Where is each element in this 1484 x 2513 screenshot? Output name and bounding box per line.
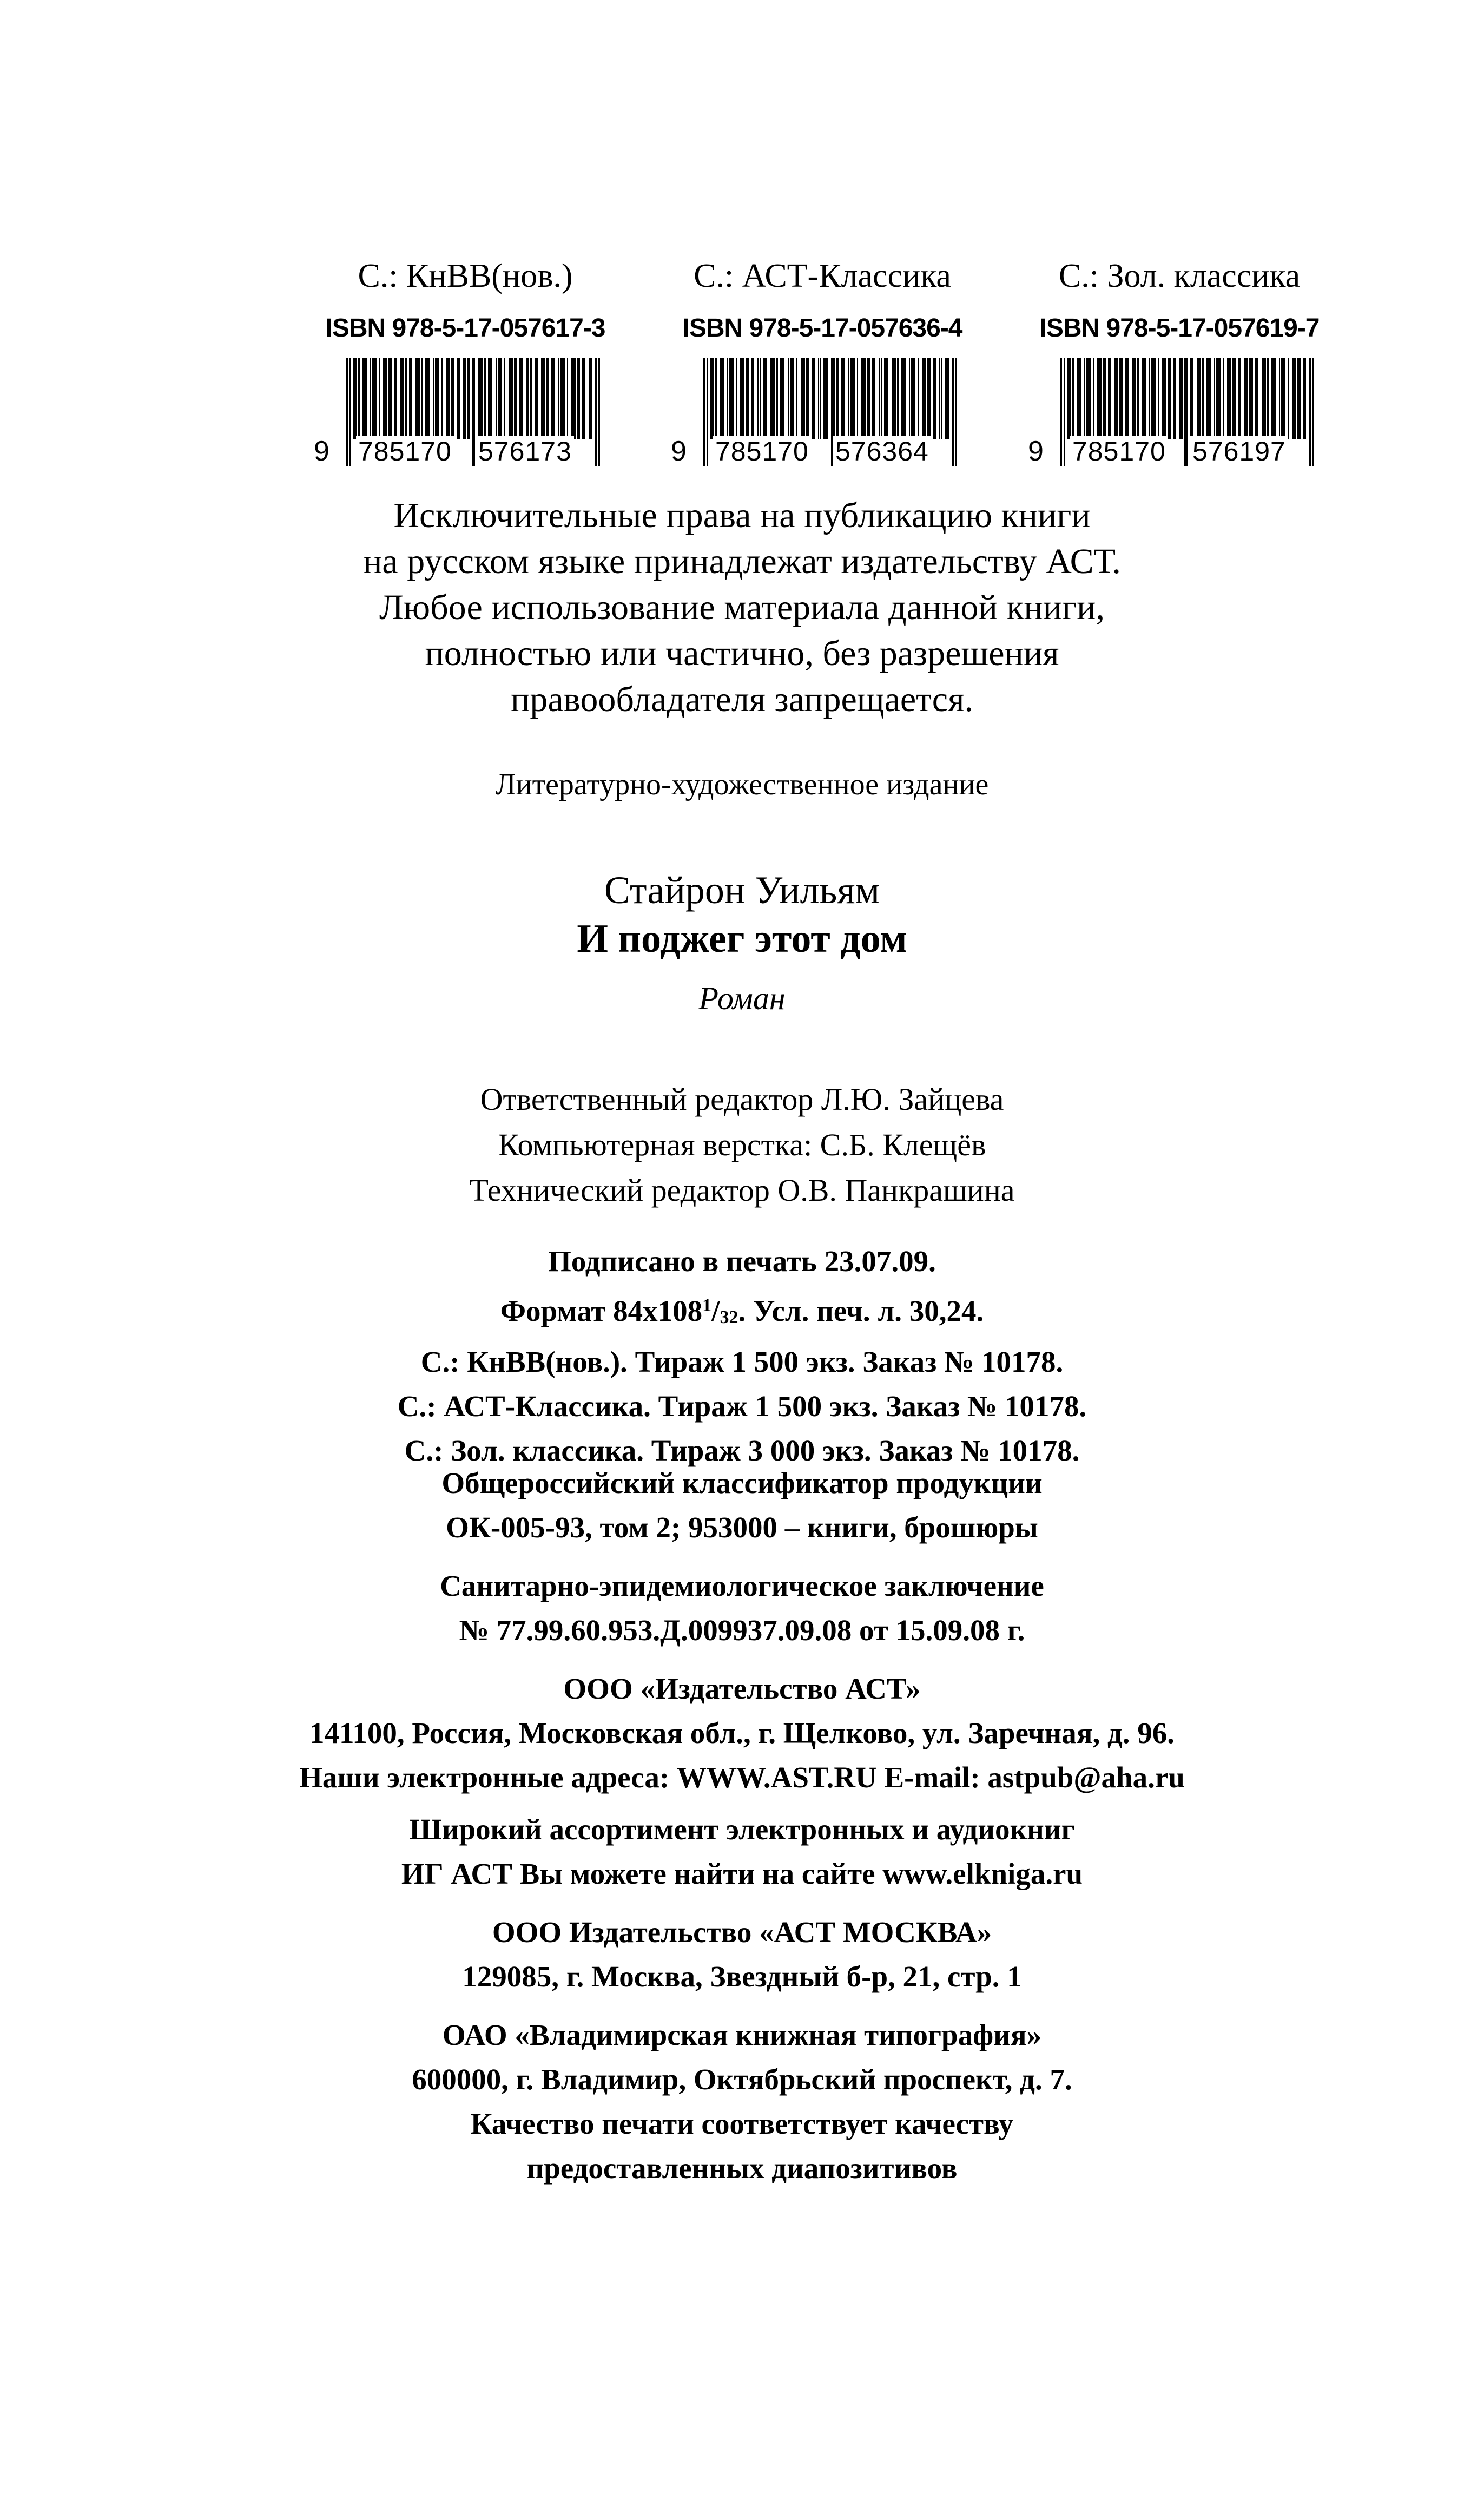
barcode-bar bbox=[941, 358, 942, 439]
barcode-bar bbox=[760, 358, 761, 439]
barcode-bar bbox=[433, 358, 434, 439]
barcode-bar bbox=[897, 358, 899, 439]
barcode-bar bbox=[558, 358, 559, 439]
classifier-line: ОК-005-93, том 2; 953000 – книги, брошюры bbox=[446, 1511, 1038, 1544]
barcode-bar bbox=[1114, 358, 1118, 439]
barcode-bar bbox=[441, 358, 443, 439]
barcode-bar bbox=[820, 358, 821, 439]
barcode-guard-bar bbox=[1309, 358, 1311, 466]
barcode-bar bbox=[400, 358, 404, 439]
barcode-bar bbox=[541, 358, 545, 439]
barcode-bar bbox=[383, 358, 387, 439]
barcode bbox=[1028, 358, 1331, 466]
barcode-bar bbox=[909, 358, 910, 439]
barcode-bar bbox=[918, 358, 919, 439]
barcode-bar bbox=[1151, 358, 1156, 439]
barcode-bar bbox=[818, 358, 819, 439]
barcode-bar bbox=[1267, 358, 1269, 439]
barcode-bar bbox=[1206, 358, 1211, 439]
barcode-bar bbox=[720, 358, 724, 439]
barcode-bar bbox=[1168, 358, 1171, 439]
barcode-guard-bar bbox=[1064, 358, 1065, 466]
staff-line: Компьютерная верстка: С.Б. Клещёв bbox=[498, 1127, 986, 1162]
publisher-line: ООО «Издательство АСТ» bbox=[563, 1672, 921, 1705]
barcode bbox=[671, 358, 974, 466]
barcode-bar bbox=[1223, 358, 1224, 439]
barcode-bar bbox=[1097, 358, 1102, 439]
barcode-bar bbox=[1184, 358, 1188, 466]
series-barcodes bbox=[292, 254, 1353, 466]
edition-type: Литературно-художественное издание bbox=[495, 768, 989, 801]
barcode-bar bbox=[415, 358, 420, 439]
sanitary-line: № 77.99.60.953.Д.009937.09.08 от 15.09.08 г. bbox=[459, 1614, 1025, 1647]
series-name: С.: АСТ-Классика bbox=[694, 258, 951, 294]
barcode-bar bbox=[1179, 358, 1183, 439]
format-suffix: . Усл. печ. л. 30,24. bbox=[738, 1294, 984, 1327]
barcode-bar bbox=[823, 358, 828, 439]
barcode-bar bbox=[1093, 358, 1094, 439]
barcode-bar bbox=[457, 358, 460, 439]
publisher-line: Наши электронные адреса: WWW.AST.RU E-mail: astpub@aha.ru bbox=[299, 1761, 1185, 1794]
barcode-bar bbox=[945, 358, 949, 439]
barcode-bar bbox=[519, 358, 523, 439]
rights-line: на русском языке принадлежат издательству АСТ. bbox=[363, 542, 1121, 581]
barcode-bar bbox=[1202, 358, 1204, 439]
barcode-bar bbox=[388, 358, 392, 439]
isbn-number: ISBN 978-5-17-057617-3 bbox=[325, 314, 605, 343]
format-numerator: 1 bbox=[702, 1295, 712, 1315]
barcode-bar bbox=[1244, 358, 1248, 439]
barcode-bar bbox=[577, 358, 580, 439]
staff-line: Ответственный редактор Л.Ю. Зайцева bbox=[480, 1082, 1004, 1117]
barcode-bar bbox=[884, 358, 888, 439]
barcode-bar bbox=[421, 358, 423, 439]
barcode-bar bbox=[857, 358, 858, 439]
barcode-bar bbox=[1303, 358, 1306, 439]
barcode-bar bbox=[560, 358, 565, 439]
barcode-bar bbox=[451, 358, 454, 439]
print-info bbox=[108, 1239, 1376, 1473]
barcode-bar bbox=[498, 358, 502, 439]
barcode-bar bbox=[1297, 358, 1301, 439]
barcode-bar bbox=[353, 358, 357, 439]
barcode-bar bbox=[370, 358, 371, 439]
barcode-bar bbox=[763, 358, 767, 439]
barcode-bar bbox=[526, 358, 529, 439]
barcode-bar bbox=[770, 358, 775, 439]
barcode-bar bbox=[836, 358, 839, 439]
series-block bbox=[649, 254, 995, 466]
barcode-bar bbox=[467, 358, 470, 439]
barcode-bar bbox=[776, 358, 778, 439]
typography-line: 600000, г. Владимир, Октябрьский проспект, д. 7. bbox=[412, 2063, 1072, 2096]
publisher-info bbox=[108, 1667, 1376, 1800]
barcode-bar bbox=[589, 358, 592, 439]
barcode-bar bbox=[881, 358, 882, 439]
barcode-bar bbox=[358, 358, 360, 439]
product-classifier bbox=[108, 1461, 1376, 1550]
barcode-bar bbox=[1214, 358, 1215, 439]
rights-line: Исключительные права на публикацию книги bbox=[393, 496, 1091, 535]
barcode-bar bbox=[879, 358, 880, 439]
barcode-bar bbox=[746, 358, 749, 439]
barcode-bar bbox=[1072, 358, 1074, 439]
barcode-bar bbox=[1262, 358, 1266, 439]
publisher-line: 141100, Россия, Московская обл., г. Щелково, ул. Заречная, д. 96. bbox=[309, 1716, 1175, 1749]
barcode-bar bbox=[504, 358, 505, 439]
barcode-bar bbox=[1238, 358, 1241, 439]
classifier-line: Общероссийский классификатор продукции bbox=[441, 1466, 1043, 1499]
moscow-line: 129085, г. Москва, Звездный б-р, 21, стр. 1 bbox=[462, 1960, 1022, 1993]
barcode-right-digits: 576364 bbox=[833, 436, 931, 466]
barcode-bar bbox=[867, 358, 870, 439]
barcode-bar bbox=[861, 358, 866, 439]
barcode-guard-bar bbox=[595, 358, 597, 466]
barcode-bar bbox=[1249, 358, 1253, 439]
barcode-bar bbox=[362, 358, 367, 439]
barcode-bar bbox=[788, 358, 789, 439]
typography-line: ОАО «Владимирская книжная типография» bbox=[442, 2018, 1042, 2051]
typography-line: Качество печати соответствует качеству bbox=[470, 2107, 1014, 2140]
barcode-left-digits: 785170 bbox=[713, 436, 811, 466]
barcode-bar bbox=[922, 358, 926, 439]
format-line: Формат $84x108^1/_{32}$. Усл. печ. л. 30,24. bbox=[500, 1294, 984, 1327]
barcode-bar bbox=[1086, 358, 1091, 439]
barcode-bar bbox=[1173, 358, 1176, 439]
barcode-bar bbox=[435, 358, 439, 439]
barcode-bar bbox=[509, 358, 513, 439]
barcode-bar bbox=[372, 358, 377, 439]
barcode-bar bbox=[740, 358, 744, 439]
book-author: Стайрон Уильям bbox=[604, 869, 880, 912]
barcode-bar bbox=[757, 358, 759, 439]
barcode-first-digit: 9 bbox=[314, 436, 329, 467]
barcode-bar bbox=[1067, 358, 1071, 439]
barcode-bar bbox=[1158, 358, 1159, 439]
barcode-bar bbox=[710, 358, 714, 439]
series-name: С.: Зол. классика bbox=[1058, 258, 1301, 294]
ebooks-line: ИГ АСТ Вы можете найти на сайте www.elkniga.ru bbox=[401, 1857, 1083, 1890]
barcode-bar bbox=[1125, 358, 1129, 439]
barcode-guard-bar bbox=[952, 358, 954, 466]
barcode-bar bbox=[379, 358, 380, 439]
signed-date: Подписано в печать 23.07.09. bbox=[548, 1245, 936, 1278]
barcode-bar bbox=[484, 358, 486, 439]
barcode-bar bbox=[841, 358, 845, 439]
barcode-bar bbox=[927, 358, 931, 439]
series-name: С.: КнВВ(нов.) bbox=[358, 258, 573, 294]
barcode-bar bbox=[801, 358, 805, 439]
barcode-bar bbox=[1227, 358, 1231, 439]
barcode-guard-bar bbox=[598, 358, 600, 466]
book-title: И поджег этот дом bbox=[577, 917, 907, 961]
barcode-guard-bar bbox=[1312, 358, 1314, 466]
barcode-bar bbox=[405, 358, 407, 439]
barcode-bar bbox=[790, 358, 794, 439]
barcode-bar bbox=[715, 358, 717, 439]
barcode-bar bbox=[1279, 358, 1280, 439]
rights-line: правообладателя запрещается. bbox=[511, 680, 973, 719]
barcode-bar bbox=[1271, 358, 1276, 439]
barcode-bar bbox=[530, 358, 532, 439]
barcode-guard-bar bbox=[349, 358, 351, 466]
barcode-first-digit: 9 bbox=[1028, 436, 1044, 467]
barcode-bar bbox=[1162, 358, 1166, 439]
barcode-bar bbox=[472, 358, 475, 466]
barcode-bar bbox=[892, 358, 896, 439]
barcode-bar bbox=[1142, 358, 1146, 439]
print-run-line: С.: Зол. классика. Тираж 3 000 экз. Заказ № 10178. bbox=[404, 1434, 1080, 1467]
print-run-line: С.: КнВВ(нов.). Тираж 1 500 экз. Заказ № 10178. bbox=[420, 1345, 1064, 1378]
isbn-number: ISBN 978-5-17-057636-4 bbox=[682, 314, 962, 343]
barcode-bar bbox=[1103, 358, 1106, 439]
barcode-bar bbox=[409, 358, 412, 439]
rights-notice bbox=[108, 492, 1376, 722]
series-block bbox=[292, 254, 638, 466]
barcode-bar bbox=[1119, 358, 1123, 439]
ebooks-line: Широкий ассортимент электронных и аудиокниг bbox=[409, 1813, 1075, 1846]
barcode-bar bbox=[751, 358, 754, 439]
book-genre: Роман bbox=[698, 981, 786, 1016]
editorial-staff bbox=[108, 1077, 1376, 1213]
barcode-guard-bar bbox=[703, 358, 705, 466]
barcode-bar bbox=[806, 358, 809, 439]
barcode-bar bbox=[796, 358, 797, 439]
barcode-bar bbox=[1077, 358, 1081, 439]
barcode-bar bbox=[729, 358, 734, 439]
barcode-bar bbox=[736, 358, 737, 439]
barcode-bar bbox=[1288, 358, 1289, 439]
ebooks-info bbox=[108, 1807, 1376, 1896]
barcode-bar bbox=[571, 358, 576, 439]
barcode-left-digits: 785170 bbox=[1070, 436, 1168, 466]
barcode-bar bbox=[1216, 358, 1221, 439]
barcode-bar bbox=[933, 358, 936, 439]
barcode-bar bbox=[551, 358, 555, 439]
barcode-bar bbox=[478, 358, 483, 439]
barcode-guard-bar bbox=[346, 358, 348, 466]
barcode-bar bbox=[1292, 358, 1296, 439]
barcode-bar bbox=[567, 358, 568, 439]
barcode-bar bbox=[1255, 358, 1258, 439]
barcode-bar bbox=[463, 358, 466, 439]
typography-line: предоставленных диапозитивов bbox=[526, 2152, 958, 2185]
barcode-bar bbox=[1084, 358, 1085, 439]
barcode-bar bbox=[535, 358, 538, 439]
barcode-bar bbox=[1232, 358, 1236, 439]
barcode-guard-bar bbox=[707, 358, 708, 466]
barcode-bar bbox=[582, 358, 585, 439]
barcode-bar bbox=[939, 358, 940, 439]
series-block bbox=[1006, 254, 1353, 466]
barcode-right-digits: 576173 bbox=[476, 436, 574, 466]
barcode-bar bbox=[1137, 358, 1139, 439]
barcode-bar bbox=[848, 358, 849, 439]
barcode-bar bbox=[394, 358, 397, 439]
rights-line: полностью или частично, без разрешения bbox=[425, 634, 1059, 673]
print-run-line: С.: АСТ-Классика. Тираж 1 500 экз. Заказ № 10178. bbox=[397, 1390, 1087, 1423]
sanitary-line: Санитарно-эпидемиологическое заключение bbox=[440, 1569, 1044, 1602]
barcode-bar bbox=[1149, 358, 1150, 439]
barcode-bar bbox=[488, 358, 492, 439]
barcode-guard-bar bbox=[955, 358, 957, 466]
barcode-bar bbox=[850, 358, 855, 439]
moscow-line: ООО Издательство «АСТ МОСКВА» bbox=[492, 1916, 992, 1949]
printing-house bbox=[108, 2013, 1376, 2190]
barcode-bar bbox=[1197, 358, 1201, 439]
barcode-bar bbox=[546, 358, 549, 439]
isbn-number: ISBN 978-5-17-057619-7 bbox=[1039, 314, 1320, 343]
barcode-bar bbox=[727, 358, 728, 439]
moscow-publisher bbox=[108, 1910, 1376, 1999]
barcode-right-digits: 576197 bbox=[1190, 436, 1288, 466]
barcode-bar bbox=[1132, 358, 1136, 439]
sanitary-certificate bbox=[108, 1564, 1376, 1653]
barcode-bar bbox=[425, 358, 430, 439]
barcode-bar bbox=[1108, 358, 1111, 439]
barcode-bar bbox=[496, 358, 497, 439]
barcode bbox=[314, 358, 617, 466]
format-denominator: 32 bbox=[720, 1307, 738, 1327]
barcode-bar bbox=[446, 358, 450, 439]
barcode-first-digit: 9 bbox=[671, 436, 687, 467]
barcode-bar bbox=[812, 358, 815, 439]
barcode-guard-bar bbox=[1060, 358, 1062, 466]
barcode-bar bbox=[1281, 358, 1285, 439]
staff-line: Технический редактор О.В. Панкрашина bbox=[469, 1173, 1015, 1208]
format-prefix: Формат 84x108 bbox=[500, 1294, 703, 1327]
barcode-bar bbox=[911, 358, 915, 439]
barcode-left-digits: 785170 bbox=[356, 436, 454, 466]
barcode-bar bbox=[872, 358, 875, 439]
barcode-bar bbox=[780, 358, 784, 439]
barcode-bar bbox=[514, 358, 517, 439]
rights-line: Любое использование материала данной книги, bbox=[379, 588, 1105, 627]
barcode-bar bbox=[901, 358, 906, 439]
